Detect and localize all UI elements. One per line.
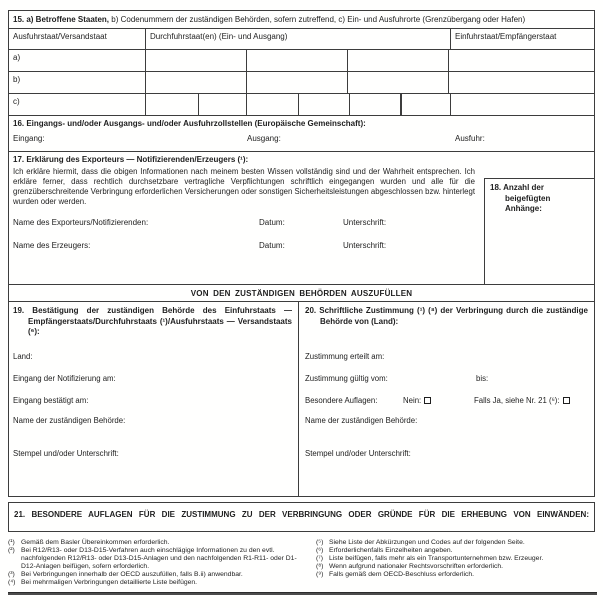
- footnote-5-marker: (⁵): [316, 539, 324, 546]
- footnotes-left-column: [8, 539, 310, 586]
- row-c-port-cell-2[interactable]: [199, 94, 247, 115]
- producer-name-label: Name des Erzeugers:: [13, 241, 91, 250]
- row-b-transit-cell-3[interactable]: [348, 72, 449, 93]
- footnote-3-marker: (³): [8, 570, 15, 578]
- country-label: Land:: [13, 351, 33, 361]
- section-15-title-bold: 15. a) Betroffene Staaten,: [13, 15, 110, 24]
- stamp-signature-label-20: Stempel und/oder Unterschrift:: [305, 449, 411, 458]
- section-21-title: 21. BESONDERE AUFLAGEN FÜR DIE ZUSTIMMUNG ZU DER VERBRINGUNG ODER GRÜNDE FÜR DIE ERHEBUNG VON EINWÄNDEN:: [14, 510, 589, 519]
- footnote-4: [8, 579, 310, 587]
- footnote-2: [8, 547, 310, 571]
- footnote-9: [316, 571, 597, 579]
- row-c-label: c): [9, 94, 146, 115]
- stamp-signature-field-20[interactable]: [299, 449, 594, 459]
- footnote-6-text: Erforderlichenfalls Einzelheiten angeben.: [329, 546, 453, 554]
- section-19-title-text: [13, 306, 292, 338]
- section-18-title: [490, 183, 589, 215]
- section-20: [299, 302, 594, 496]
- footnote-7-marker: (⁷): [316, 554, 323, 562]
- exporter-signature-label: Unterschrift:: [343, 218, 387, 227]
- section-19-title: [9, 302, 298, 338]
- stamp-signature-label-19: Stempel und/oder Unterschrift:: [13, 448, 119, 458]
- special-conditions-field: [299, 396, 594, 406]
- exporter-date-label: Datum:: [259, 218, 285, 227]
- authority-name-label-19: Name der zuständigen Behörde:: [13, 415, 126, 425]
- col-header-export-state: Ausfuhrstaat/Versandstaat: [9, 29, 146, 49]
- stamp-signature-field-19[interactable]: [9, 449, 298, 459]
- section-18-number: 18.: [490, 183, 502, 192]
- footnote-7: [316, 555, 597, 563]
- col-header-import-state: Einfuhrstaat/Empfängerstaat: [455, 32, 557, 41]
- states-table-header-row: [9, 29, 594, 50]
- special-conditions-label: Besondere Auflagen:: [305, 396, 378, 405]
- section-15-title: [9, 11, 594, 29]
- row-b-import-cell[interactable]: [449, 72, 594, 93]
- footnote-3-text: Bei Verbringungen innerhalb der OECD auszufüllen, falls B.ii) anwendbar.: [21, 570, 243, 578]
- row-c-port-cell-6[interactable]: [402, 94, 451, 115]
- form-main-box: [8, 10, 595, 497]
- notification-received-field[interactable]: [9, 374, 298, 384]
- states-table-row-c: [9, 94, 594, 116]
- states-table-row-b: [9, 72, 594, 94]
- row-a-label: a): [9, 50, 146, 71]
- row-c-port-cell-1[interactable]: [146, 94, 199, 115]
- exporter-declaration-text: Ich erkläre hiermit, dass die obigen Informationen nach meinem besten Wissen vollständig sind und der Wahrheit entsprechen. Ich erkläre ferner, dass rechtlich durchsetzbare vertragliche Verpflichtungen schriftlich eingegangen wurden und alle für die grenzüberschreitende Verbringung erforderlichen Versicherungen oder sonstigen Sicherheitsleistungen abgeschlossen bzw. hinterlegt wurden oder werden.: [13, 167, 475, 206]
- footnote-6: [316, 547, 597, 555]
- footnote-1-text: Gemäß dem Basler Übereinkommen erforderlich.: [21, 539, 170, 546]
- if-yes-label: Falls Ja, siehe Nr. 21 (⁶):: [474, 396, 560, 405]
- footnote-5: [316, 539, 597, 547]
- notification-received-label: Eingang der Notifizierung am:: [13, 373, 116, 383]
- footnote-1-marker: (¹): [8, 539, 15, 546]
- section-20-title: [299, 302, 594, 327]
- states-table-row-a: [9, 50, 594, 72]
- section-16-fields: [9, 128, 594, 146]
- consent-validity-field[interactable]: [299, 374, 594, 384]
- row-a-import-cell[interactable]: [449, 50, 594, 71]
- footnote-2-text: Bei R12/R13- oder D13-D15-Verfahren auch einschlägige Informationen zu den evtl. nachfolgenden R12/R13- oder D13-D15-Anlagen und den nachfolgenden R1-R11- oder D1-D12-Anlagen beifügen, sofern erforderlich.: [21, 546, 297, 570]
- row-c-port-cell-5[interactable]: [350, 94, 402, 115]
- section-19-text: Bestätigung der zuständigen Behörde des Einfuhrstaats — Empfängerstaats/Durchfuhrstaats (¹)/Ausfuhrstaats — Versandstaats (⁶):: [28, 306, 292, 336]
- conditions-yes-option: [474, 396, 570, 405]
- section-17: [9, 152, 594, 285]
- footnote-5-text: Siehe Liste der Abkürzungen und Codes auf der folgenden Seite.: [329, 539, 525, 546]
- no-checkbox[interactable]: [424, 397, 431, 404]
- row-b-transit-cell-1[interactable]: [146, 72, 247, 93]
- section-20-title-text: [305, 306, 588, 327]
- consent-given-field[interactable]: [299, 352, 594, 362]
- footnote-9-marker: (⁹): [316, 570, 324, 578]
- row-c-import-cell[interactable]: [451, 94, 594, 115]
- section-17-title: 17. Erklärung des Exporteurs — Notifizierenden/Erzeugers (¹):: [13, 155, 249, 164]
- col-header-transit-state: Durchfuhrstaat(en) (Ein- und Ausgang): [146, 29, 451, 49]
- valid-from-label: Zustimmung gültig vom:: [305, 374, 388, 383]
- sections-19-20: [9, 302, 594, 496]
- authority-name-field-20[interactable]: [299, 416, 594, 426]
- row-a-transit-cell-2[interactable]: [247, 50, 348, 71]
- consent-given-label: Zustimmung erteilt am:: [305, 352, 385, 361]
- section-16: [9, 116, 594, 152]
- conditions-no-option: [403, 396, 431, 405]
- row-c-port-cell-4[interactable]: [299, 94, 350, 115]
- authority-name-label-20: Name der zuständigen Behörde:: [305, 416, 418, 425]
- footnote-6-marker: (⁶): [316, 546, 324, 554]
- section-20-text: Schriftliche Zustimmung (¹) (⁸) der Verbringung durch die zuständige Behörde von (Land):: [319, 306, 588, 326]
- country-field[interactable]: [9, 352, 298, 362]
- row-c-port-cell-3[interactable]: [247, 94, 299, 115]
- producer-signature-label: Unterschrift:: [343, 241, 387, 250]
- footnote-4-marker: (⁴): [8, 578, 16, 586]
- section-19-number: 19.: [13, 306, 25, 315]
- no-label: Nein:: [403, 396, 422, 405]
- if-yes-checkbox[interactable]: [563, 397, 570, 404]
- customs-export-label: Ausfuhr:: [455, 134, 485, 143]
- footnotes: [8, 539, 597, 586]
- footnote-8-marker: (⁸): [316, 562, 324, 570]
- footnotes-right-column: [310, 539, 597, 586]
- bottom-divider-rule: [8, 592, 597, 595]
- valid-until-label: bis:: [476, 374, 489, 383]
- receipt-confirmed-field[interactable]: [9, 396, 298, 406]
- exporter-name-label: Name des Exporteurs/Notifizierenden:: [13, 218, 149, 227]
- footnote-3: [8, 571, 310, 579]
- section-16-title: 16. Eingangs- und/oder Ausgangs- und/oder Ausfuhrzollstellen (Europäische Gemeinschaft):: [13, 119, 366, 128]
- authorities-band-title: VON DEN ZUSTÄNDIGEN BEHÖRDEN AUSZUFÜLLEN: [9, 285, 594, 302]
- section-19: [9, 302, 299, 496]
- customs-entry-label: Eingang:: [13, 134, 45, 143]
- section-15-title-rest: b) Codenummern der zuständigen Behörden, sofern zutreffend, c) Ein- und Ausfuhrorte (Grenzübergang oder Hafen): [109, 15, 526, 24]
- footnote-2-marker: (²): [8, 546, 15, 554]
- footnote-4-text: Bei mehrmaligen Verbringungen detaillierte Liste beifügen.: [21, 578, 198, 586]
- row-b-label: b): [9, 72, 146, 93]
- footnote-1: [8, 539, 310, 547]
- exporter-signature-row: [13, 218, 481, 227]
- section-20-number: 20.: [305, 306, 317, 315]
- producer-date-label: Datum:: [259, 241, 285, 250]
- authority-name-field-19[interactable]: [9, 416, 298, 426]
- row-b-transit-cell-2[interactable]: [247, 72, 348, 93]
- section-21-box[interactable]: [8, 502, 595, 532]
- footnote-8: [316, 563, 597, 571]
- customs-exit-label: Ausgang:: [247, 134, 281, 143]
- section-18-annexes-box[interactable]: [484, 178, 594, 284]
- footnote-7-text: Liste beifügen, falls mehr als ein Transportunternehmen bzw. Erzeuger.: [329, 554, 544, 562]
- footnote-8-text: Wenn aufgrund nationaler Rechtsvorschriften erforderlich.: [329, 562, 504, 570]
- receipt-confirmed-label: Eingang bestätigt am:: [13, 395, 89, 405]
- row-a-transit-cell-1[interactable]: [146, 50, 247, 71]
- producer-signature-row: [13, 241, 481, 250]
- section-18-text: Anzahl der beigefügten Anhänge:: [503, 183, 551, 213]
- row-a-transit-cell-3[interactable]: [348, 50, 449, 71]
- footnote-9-text: Falls gemäß dem OECD-Beschluss erforderlich.: [329, 570, 475, 578]
